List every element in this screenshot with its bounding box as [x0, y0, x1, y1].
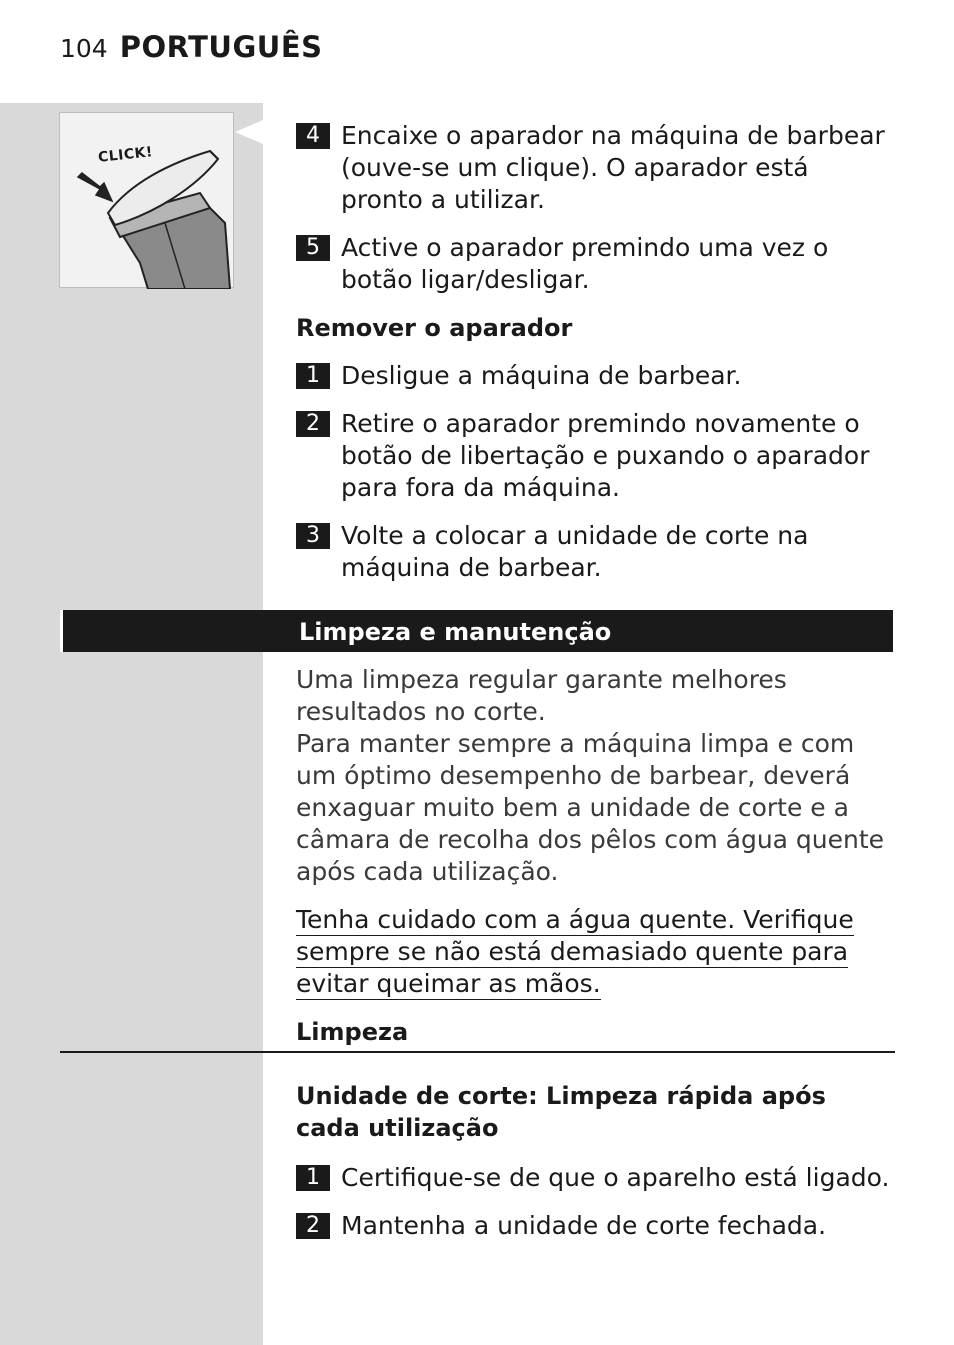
- step-text: Volte a colocar a unidade de corte na máquina de barbear.: [341, 521, 809, 582]
- section-header-bar: [60, 610, 893, 652]
- step-text: Certifique-se de que o aparelho está ligado.: [341, 1163, 890, 1192]
- step-number-badge: 1: [296, 363, 330, 389]
- step-number-badge: 1: [296, 1165, 330, 1191]
- page-number: 104: [60, 34, 108, 63]
- cleaning-subheading: Limpeza: [296, 1018, 409, 1046]
- quick-clean-heading: Unidade de corte: Limpeza rápida após cada utilização: [296, 1082, 826, 1142]
- step-number-badge: 5: [296, 235, 330, 261]
- step-text: Mantenha a unidade de corte fechada.: [341, 1211, 827, 1240]
- step-number-badge: 4: [296, 123, 330, 149]
- hot-water-warning: [296, 904, 896, 1000]
- click-label: CLICK!: [97, 144, 154, 166]
- step-text: Retire o aparador premindo novamente o botão de libertação e puxando o aparador para fora da máquina.: [341, 409, 870, 502]
- cleaning-intro: [296, 664, 896, 888]
- step-number-badge: 2: [296, 411, 330, 437]
- remove-step-2: [296, 408, 896, 504]
- intro-paragraph-1: Uma limpeza regular garante melhores resultados no corte.: [296, 665, 787, 726]
- step-number-badge: 3: [296, 523, 330, 549]
- remove-step-1: [296, 360, 896, 392]
- step-text: Encaixe o aparador na máquina de barbear (ouve-se um clique). O aparador está pronto a utilizar.: [341, 121, 885, 214]
- page-header: [60, 30, 323, 78]
- remove-trimmer-heading: Remover o aparador: [296, 314, 573, 342]
- trimmer-click-illustration: [59, 112, 234, 288]
- clean-step-2: [296, 1210, 896, 1242]
- page-language-title: PORTUGUÊS: [119, 30, 323, 64]
- step-number-badge: 2: [296, 1213, 330, 1239]
- remove-step-3: [296, 520, 896, 584]
- warning-text: Tenha cuidado com a água quente. Verifique sempre se não está demasiado quente para evitar queimar as mãos.: [296, 905, 854, 998]
- section-divider: [60, 1051, 895, 1053]
- step-text: Active o aparador premindo uma vez o botão ligar/desligar.: [341, 233, 829, 294]
- step-text: Desligue a máquina de barbear.: [341, 361, 742, 390]
- left-margin-band: [0, 103, 263, 1345]
- step-5: [296, 232, 896, 296]
- section-title: Limpeza e manutenção: [299, 618, 612, 646]
- clean-step-1: [296, 1162, 896, 1194]
- shaver-trimmer-image: [60, 113, 235, 289]
- step-4: [296, 120, 896, 216]
- intro-paragraph-2: Para manter sempre a máquina limpa e com um óptimo desempenho de barbear, deverá enxaguar muito bem a unidade de corte e a câmara de recolha dos pêlos com água quente após cada utilização.: [296, 729, 885, 886]
- illustration-pointer: [235, 120, 263, 144]
